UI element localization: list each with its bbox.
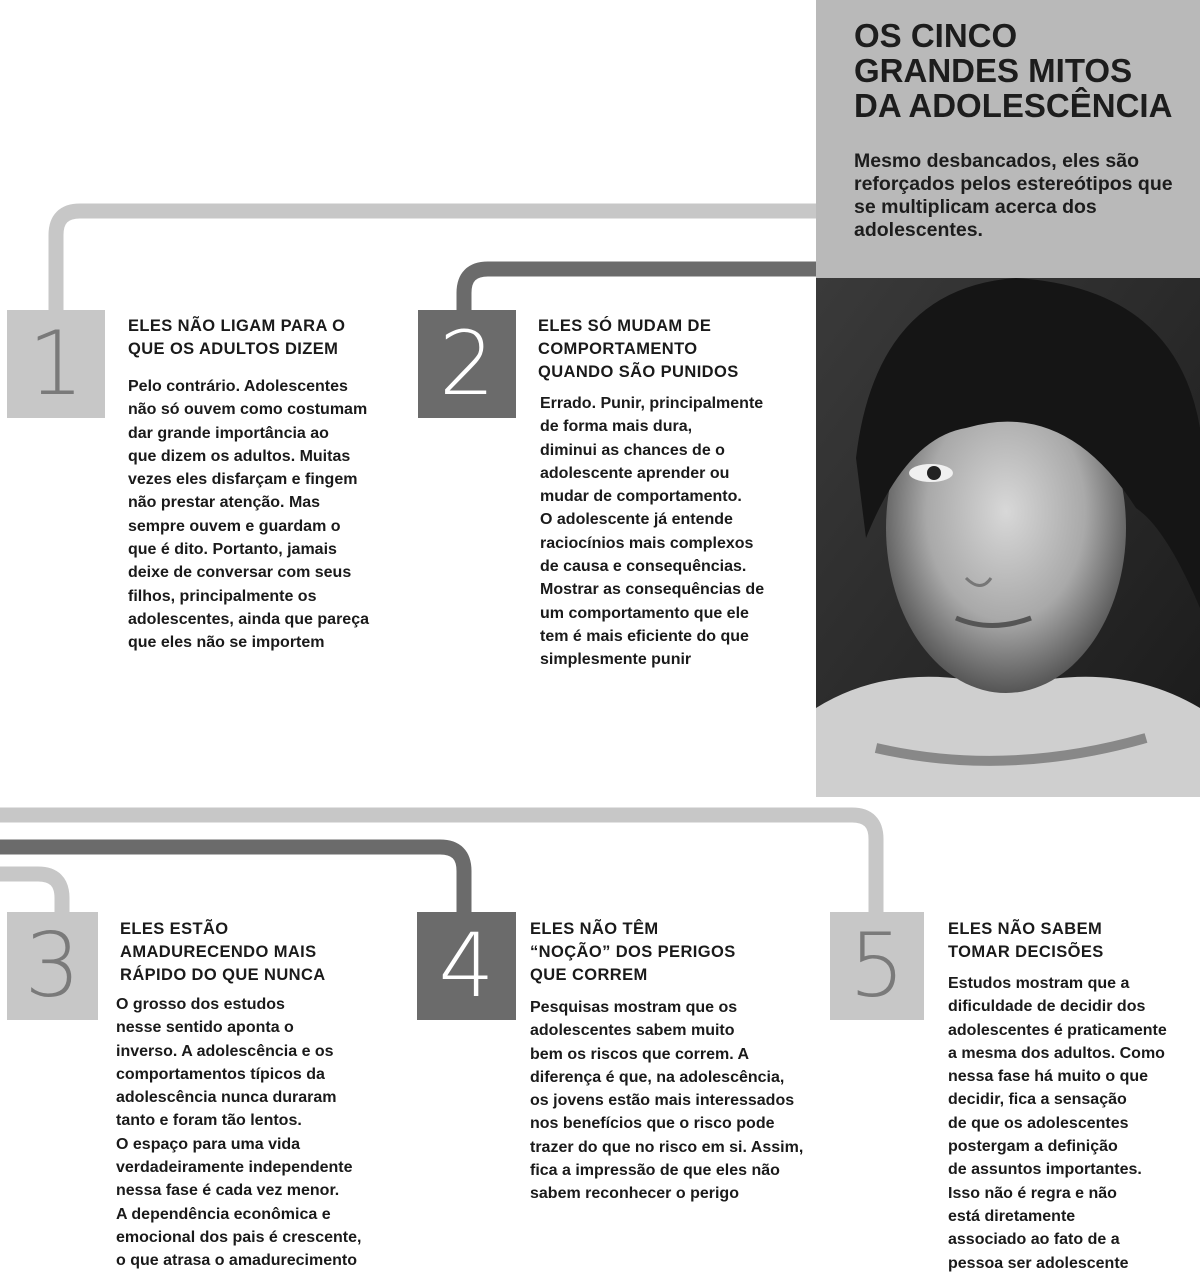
myth-2-number: 2 [439, 312, 495, 415]
connector-1 [56, 211, 818, 310]
myth-4-number: 4 [438, 914, 495, 1017]
myth-1-body: Pelo contrário. Adolescentes não só ouvem como costumam dar grande importância ao que dizem os adultos. Muitas vezes eles disfarçam e fingem não prestar atenção. Mas sempre ouvem e guardam o que é dito. Portanto, jamais deixe de conversar com seus filhos, principalmente os adolescentes, ainda que pareça que eles não se importem [128, 378, 369, 652]
page-title: OS CINCO GRANDES MITOS DA ADOLESCÊNCIA [854, 17, 1173, 124]
myth-4-heading: ELES NÃO TÊM “NOÇÃO” DOS PERIGOS QUE CORREM [530, 920, 736, 984]
title-box [816, 0, 1200, 278]
connector-3 [0, 874, 62, 912]
myth-3-body: O grosso dos estudos nesse sentido aponta o inverso. A adolescência e os comportamentos típicos da adolescência nunca duraram tanto e foram tão lentos. O espaço para uma vida verdadeiramente independente nessa fase é cada vez menor. A dependência econômica e emocional dos pais é crescente, o que atrasa o amadurecimento [116, 996, 362, 1270]
myth-5-number: 5 [849, 914, 905, 1017]
myth-2-body: Errado. Punir, principalmente de forma mais dura, diminui as chances de o adolescente aprender ou mudar de comportamento. O adolescente já entende raciocínios mais complexos de causa e consequências. Mostrar as consequências de um comportamento que ele tem é mais eficiente do que simplesmente punir [540, 395, 765, 669]
myth-3-number: 3 [24, 914, 81, 1017]
connector-5 [0, 815, 876, 912]
myth-1-heading: ELES NÃO LIGAM PARA O QUE OS ADULTOS DIZEM [128, 317, 346, 358]
page-subtitle: Mesmo desbancados, eles são reforçados pelos estereótipos que se multiplicam acerca dos adolescentes. [854, 150, 1173, 241]
myth-1-number: 1 [28, 312, 84, 415]
myth-2-heading: ELES SÓ MUDAM DE COMPORTAMENTO QUANDO SÃO PUNIDOS [538, 317, 739, 381]
number-box-5 [830, 912, 924, 1020]
myth-5-heading: ELES NÃO SABEM TOMAR DECISÕES [948, 920, 1104, 961]
number-box-2 [418, 310, 516, 418]
number-box-4 [417, 912, 516, 1020]
teen-portrait-photo [816, 278, 1200, 797]
myth-4-body: Pesquisas mostram que os adolescentes sabem muito bem os riscos que correm. A diferença é que, na adolescência, os jovens estão mais interessados nos benefícios que o risco pode trazer do que no risco em si. Assim, fica a impressão de que eles não sabem reconhecer o perigo [530, 999, 804, 1203]
number-box-1 [7, 310, 105, 418]
connector-4 [0, 847, 464, 912]
myth-5-body: Estudos mostram que a dificuldade de decidir dos adolescentes é praticamente a mesma dos adultos. Como nessa fase há muito o que decidir, fica a sensação de que os adolescentes postergam a definição de assuntos importantes. Isso não é regra e não está diretamente associado ao fato de a pessoa ser adolescente [948, 975, 1167, 1272]
connector-2 [464, 269, 818, 310]
myth-3-heading: ELES ESTÃO AMADURECENDO MAIS RÁPIDO DO QUE NUNCA [120, 920, 326, 984]
portrait-illustration [816, 278, 1200, 797]
number-box-3 [7, 912, 98, 1020]
